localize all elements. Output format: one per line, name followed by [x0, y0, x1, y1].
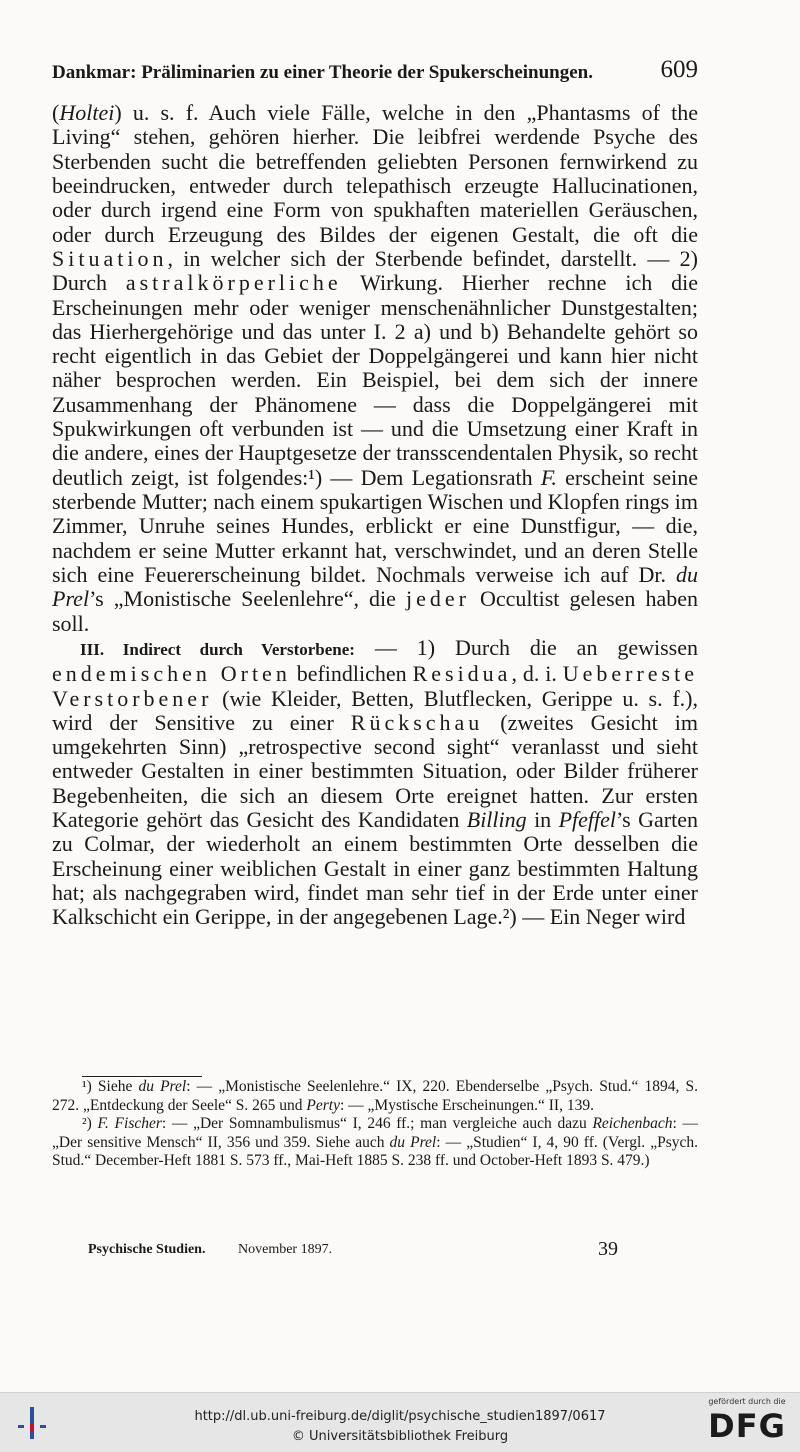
dfg-funding-note: gefördert durch die — [708, 1397, 786, 1406]
text-run: ’s Garten zu Colmar, der wiederholt an einem bestimmten Orte desselben die Erscheinung einer weiblichen Gestalt in einer ganz bestimmten Haltung hat; als nachgegraben wird, findet man sehr tief in der Erde unter einer Kalkschicht ein Gerippe, in der angegebenen Lage.²) — Ein Neger wird — [52, 807, 698, 930]
spaced-word-ueberreste: Ueberreste Verstorbener — [52, 661, 698, 711]
text-run: (zweites Gesicht im umgekehrten Sinn) „retrospective second sight“ veranlasst und sieht entweder Gestalten in einer bestimmten Situation, oder Bilder früherer Begebenheiten, die sich an diesem Orte ereignet hatten. Zur ersten Kategorie gehört das Gesicht des Kandidaten — [52, 709, 698, 833]
paragraph-2 — [52, 636, 698, 930]
name-billing: Billing — [466, 807, 527, 833]
name-du-prel: du Prel — [52, 561, 698, 612]
name-pfeffel: Pfeffel — [558, 807, 617, 833]
issue-date: November 1897. — [238, 1242, 333, 1257]
text-run: : — „Monistische Seelenlehre.“ IX, 220. Ebenderselbe „Psych. Stud.“ 1894, S. 272. „Entdeckung der Seele“ S. 265 und — [52, 1078, 698, 1114]
text-run: : — „Mystische Erscheinungen.“ II, 139. — [339, 1096, 594, 1114]
text-run: : — „Der Somnambulismus“ I, 246 ff.; man vergleiche auch dazu — [161, 1115, 593, 1132]
page-footer — [88, 1238, 618, 1264]
signature-mark: 39 — [598, 1238, 618, 1260]
dfg-logo — [700, 1397, 794, 1449]
body-text — [52, 101, 698, 930]
spaced-word-jeder: jeder — [405, 586, 470, 612]
text-run: ¹) Siehe — [82, 1078, 139, 1095]
text-run: ( — [52, 100, 60, 125]
paragraph-1 — [52, 101, 698, 636]
text-run: Occultist gelesen haben soll. — [52, 586, 698, 636]
spaced-word-endemischen-orten: endemischen Orten — [52, 661, 291, 687]
text-run: ) u. s. f. Auch viele Fälle, welche in den „Phantasms of the Living“ stehen, gehören hierher. Die leibfrei werdende Psyche des Sterbenden sucht die betreffenden geliebten Personen fernwirkend zu beeindrucken, entweder durch telepathisch erzeugte Hallucinationen, oder durch irgend eine Form von spukhaften materiellen Geräuschen, oder durch Erzeugung des Bildes der eigenen Gestalt, die oft die — [52, 100, 698, 247]
name-du-prel: du Prel — [138, 1078, 187, 1095]
permalink-url[interactable]: http://dl.ub.uni-freiburg.de/diglit/psychische_studien1897/0617 — [194, 1409, 606, 1424]
text-run: , in welcher sich der Sterbende befindet, darstellt. — 2) Durch — [52, 245, 698, 296]
text-run: Wirkung. Hierher rechne ich die Erscheinungen mehr oder weniger menschenähnlicher Dunstgestalten; das Hierhergehörige und das unter I. 2 a) und b) Behandelte gehört so recht eigentlich in das Gebiet der Doppelgängerei und kann hier nicht näher besprochen werden. Ein Beispiel, bei dem sich der innere Zusammenhang der Phänomene — dass die Doppelgängerei mit Spukwirkungen oft verbunden ist — und die Umsetzung einer Kraft in die andere, eines der Hauptgesetze der transscendentalen Physik, so recht deutlich zeigt, ist folgendes:¹) — Dem Legationsrath — [52, 270, 699, 490]
name-f: F. — [540, 464, 557, 490]
text-run: — 1) Durch die an gewissen — [354, 634, 698, 660]
spaced-word-situation: Situation — [52, 245, 168, 271]
text-run: , d. i. — [511, 661, 563, 687]
spaced-word-astralkoerperliche: astralkörperliche — [125, 270, 342, 296]
running-title: Dankmar: Präliminarien zu einer Theorie der Spukerscheinungen. — [52, 62, 593, 83]
dfg-logo-text: DFG — [708, 1407, 786, 1445]
text-run: befindlichen — [290, 661, 413, 687]
footnote-rule — [82, 1076, 202, 1077]
copyright-notice: © Universitätsbibliothek Freiburg — [291, 1429, 509, 1444]
spaced-word-rueckschau: Rückschau — [350, 709, 484, 735]
name-holtei: Holtei — [59, 100, 115, 125]
footnote-1 — [52, 1078, 698, 1115]
running-header — [52, 56, 698, 90]
footnotes — [52, 1078, 698, 1171]
text-run: erscheint seine sterbende Mutter; nach einem spukartigen Wischen und Klopfen rings im Zimmer, Unruhe seines Hundes, erblickt er eine Dunstfigur, — die, nachdem er seine Mutter erkannt hat, verschwindet, und an deren Stelle sich eine Feuererscheinung bildet. Nochmals verweise ich auf Dr. — [52, 464, 698, 587]
page-number: 609 — [660, 56, 698, 83]
viewer-bottom-bar — [0, 1392, 800, 1452]
text-run: : — „Der sensitive Mensch“ II, 356 und 359. Siehe auch — [52, 1115, 698, 1151]
text-run: ²) — [82, 1115, 98, 1132]
name-fischer: F. Fischer — [97, 1115, 162, 1132]
text-run: ’s „Monistische Seelenlehre“, die — [89, 586, 406, 612]
name-perty: Perty — [306, 1096, 340, 1114]
section-heading-iii: III. Indirect durch Verstorbene: — [80, 639, 355, 659]
spaced-word-residua: Residua — [412, 661, 512, 687]
text-run: : — „Studien“ I, 4, 90 ff. (Vergl. „Psych. Stud.“ December-Heft 1881 S. 573 ff., Mai-Heft 1885 S. 238 ff. und October-Heft 1893 S. 479.) — [52, 1133, 698, 1169]
journal-name: Psychische Studien. — [88, 1242, 206, 1257]
text-run: in — [526, 807, 559, 833]
name-du-prel: du Prel — [389, 1133, 437, 1151]
text-run: (wie Kleider, Betten, Blutflecken, Gerippe u. s. f.), wird der Sensitive zu einer — [52, 685, 698, 735]
name-reichenbach: Reichenbach — [592, 1115, 673, 1132]
footnote-2 — [52, 1115, 698, 1171]
